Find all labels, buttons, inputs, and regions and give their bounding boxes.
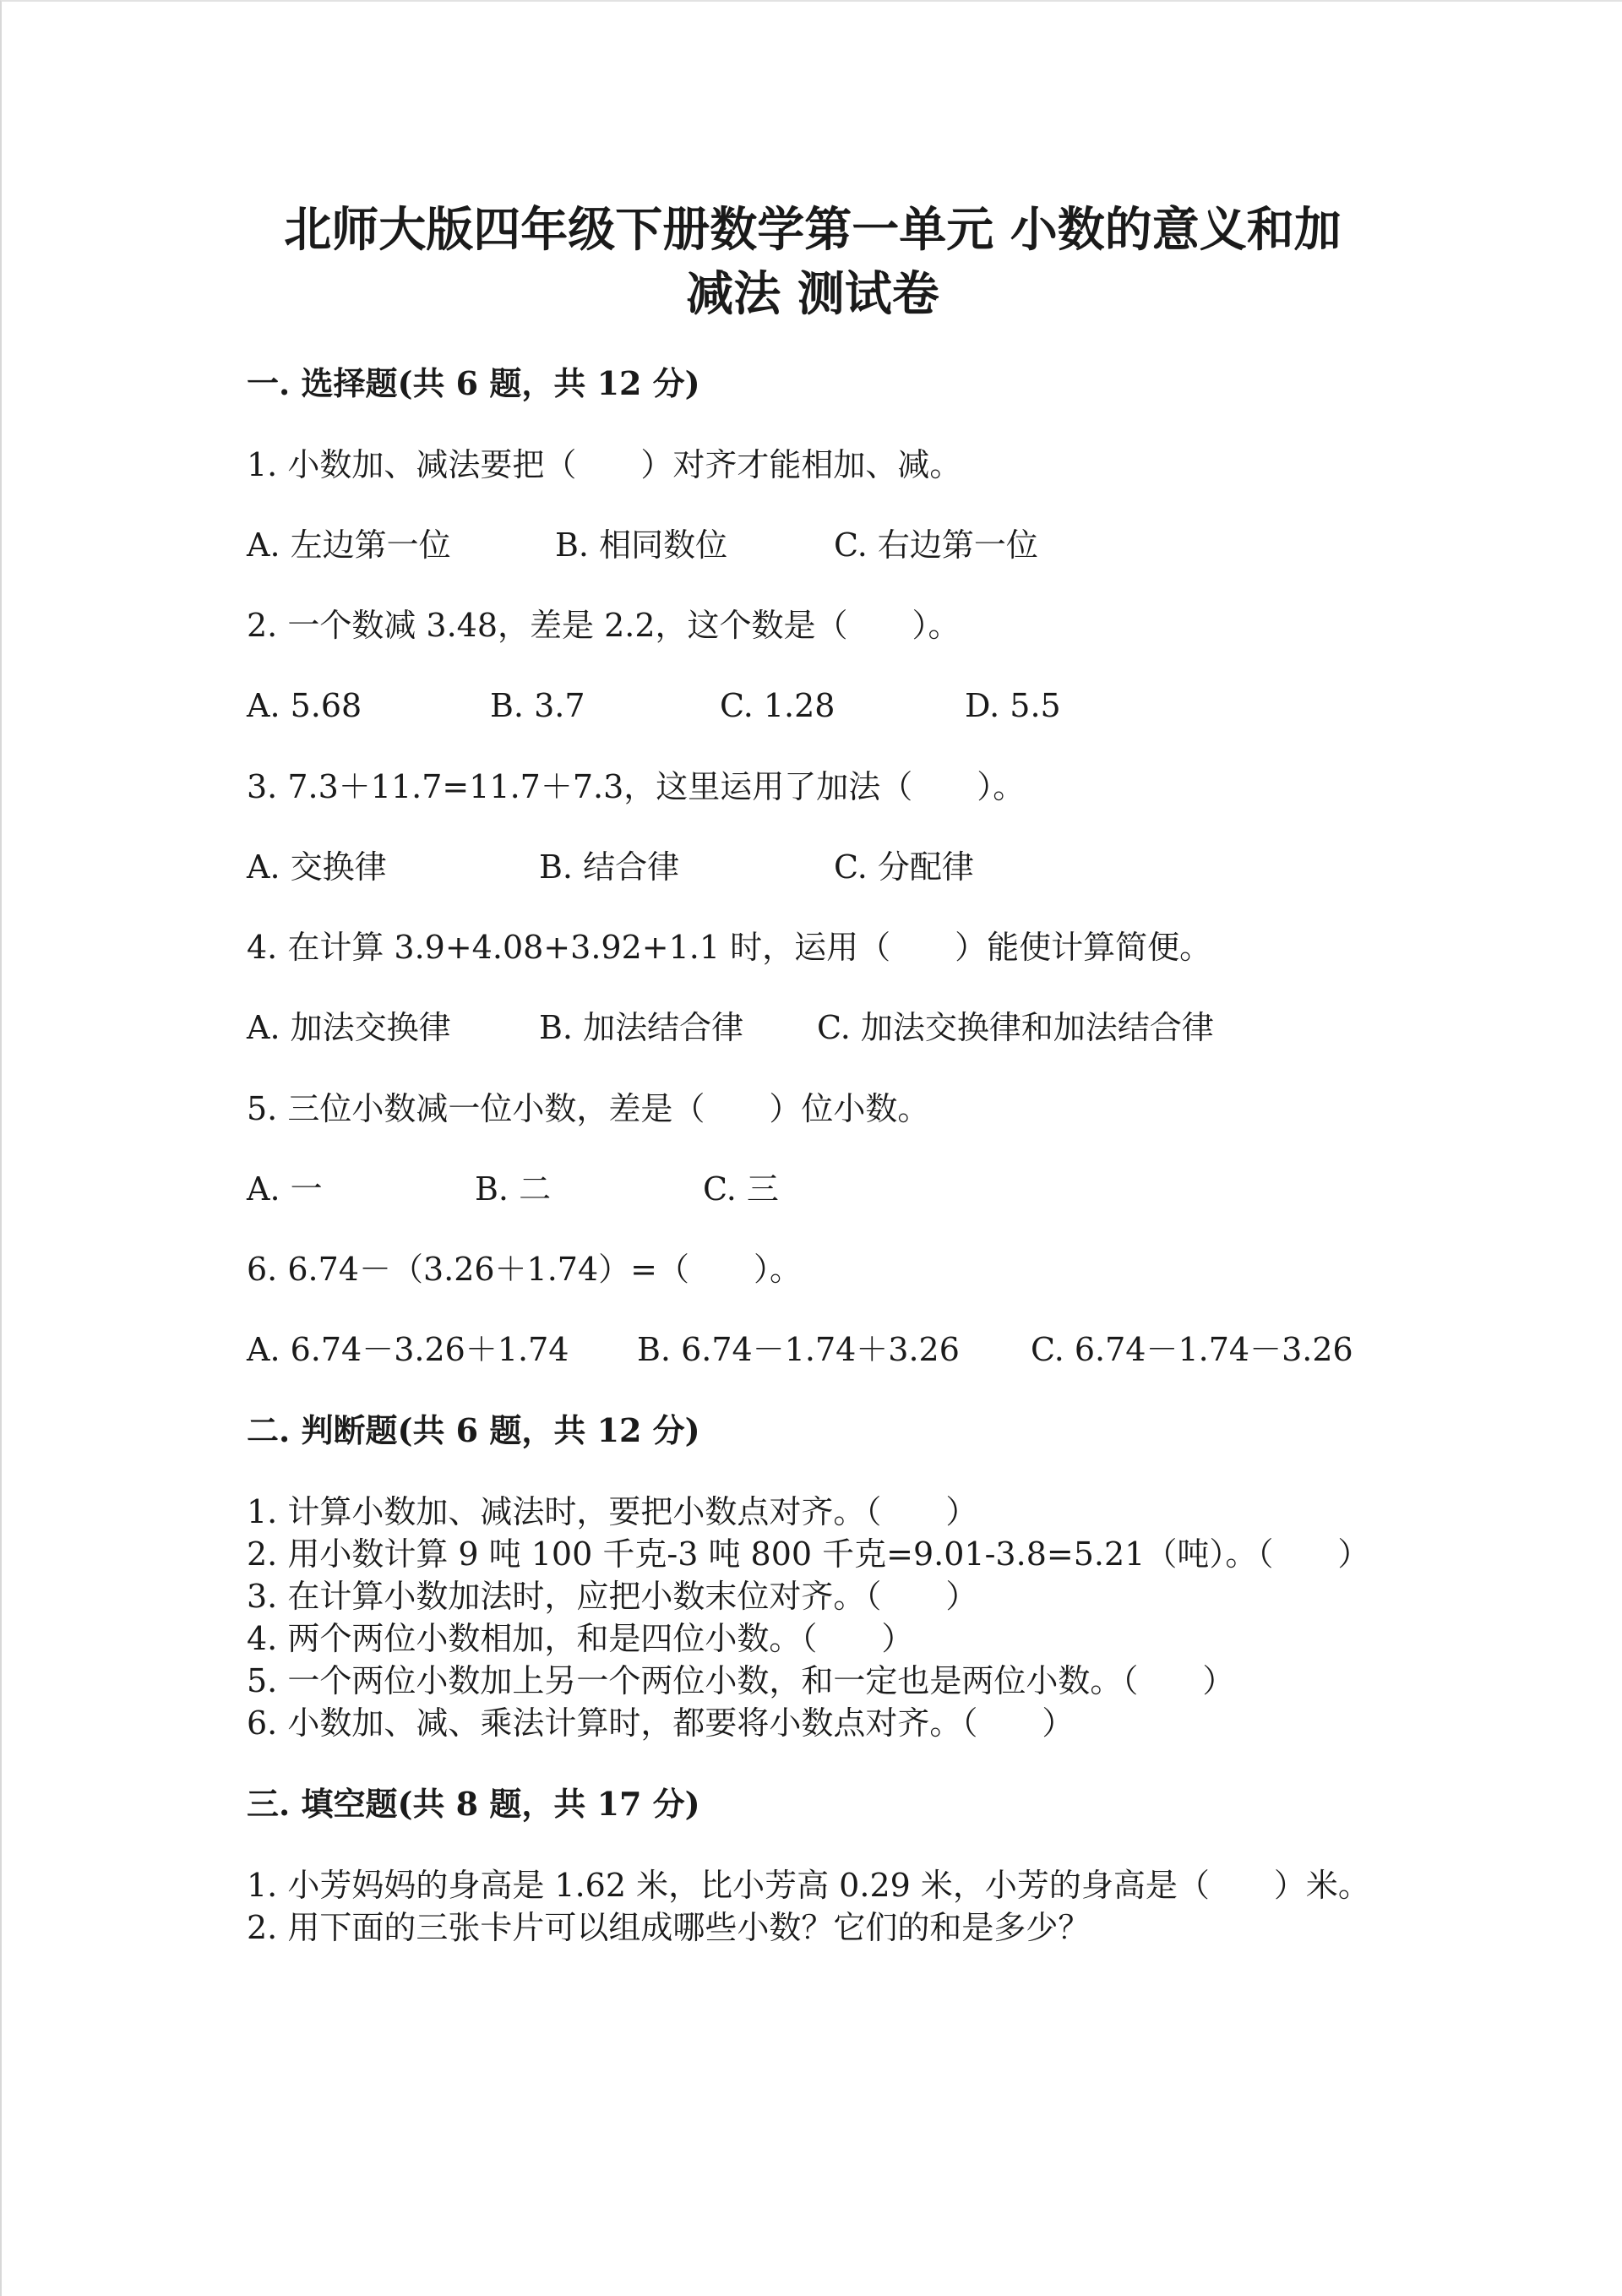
question-text: 3. 7.3＋11.7=11.7＋7.3，这里运用了加法（ ）。 (247, 768, 1026, 805)
option-a: A. 6.74－3.26＋1.74 (247, 1331, 569, 1368)
exam-title-line-1: 北师大版四年级下册数学第一单元 小数的意义和加 (284, 202, 1342, 258)
option-b: B. 3.7 (490, 687, 585, 724)
judgement-item: 3. 在计算小数加法时，应把小数末位对齐。（ ） (247, 1578, 978, 1615)
judgement-item: 4. 两个两位小数相加，和是四位小数。（ ） (247, 1620, 914, 1657)
judgement-item: 1. 计算小数加、减法时，要把小数点对齐。（ ） (247, 1493, 978, 1530)
option-a: A. 加法交换律 (247, 1009, 451, 1046)
question-text: 6. 6.74－（3.26＋1.74）=（ ）。 (247, 1251, 803, 1288)
option-b: B. 6.74－1.74＋3.26 (637, 1331, 960, 1368)
option-c: C. 加法交换律和加法结合律 (817, 1009, 1214, 1046)
option-d: D. 5.5 (965, 687, 1061, 724)
option-c: C. 1.28 (720, 687, 835, 724)
fill-in-item: 1. 小芳妈妈的身高是 1.62 米，比小芳高 0.29 米，小芳的身高是（ ）米。 (247, 1867, 1370, 1904)
section-heading-fill-in: 三. 填空题(共 8 题，共 17 分) (247, 1785, 700, 1823)
option-c: C. 三 (703, 1170, 779, 1208)
exam-title-line-2: 减法 测试卷 (686, 266, 939, 322)
question-text: 1. 小数加、减法要把（ ）对齐才能相加、减。 (247, 446, 962, 483)
question-text: 5. 三位小数减一位小数，差是（ ）位小数。 (247, 1090, 930, 1127)
option-b: B. 加法结合律 (539, 1009, 744, 1046)
judgement-item: 2. 用小数计算 9 吨 100 千克-3 吨 800 千克=9.01-3.8=5.21（吨）。（ ） (247, 1535, 1370, 1573)
option-a: A. 5.68 (247, 687, 362, 724)
option-c: C. 右边第一位 (834, 526, 1038, 564)
section-heading-choice: 一. 选择题(共 6 题，共 12 分) (247, 364, 700, 402)
option-a: A. 左边第一位 (247, 526, 451, 564)
judgement-item: 5. 一个两位小数加上另一个两位小数，和一定也是两位小数。（ ） (247, 1662, 1235, 1699)
option-b: B. 相同数位 (555, 526, 728, 564)
judgement-item: 6. 小数加、减、乘法计算时，都要将小数点对齐。（ ） (247, 1704, 1075, 1742)
question-text: 4. 在计算 3.9+4.08+3.92+1.1 时，运用（ ）能使计算简便。 (247, 929, 1212, 966)
option-c: C. 分配律 (834, 848, 974, 886)
question-text: 2. 一个数减 3.48，差是 2.2，这个数是（ ）。 (247, 607, 961, 644)
option-b: B. 二 (475, 1170, 552, 1208)
section-heading-judgement: 二. 判断题(共 6 题，共 12 分) (247, 1411, 700, 1449)
option-a: A. 一 (247, 1170, 323, 1208)
option-a: A. 交换律 (247, 848, 387, 886)
option-b: B. 结合律 (539, 848, 680, 886)
fill-in-item: 2. 用下面的三张卡片可以组成哪些小数？它们的和是多少？ (247, 1909, 1091, 1946)
option-c: C. 6.74－1.74－3.26 (1031, 1331, 1353, 1368)
